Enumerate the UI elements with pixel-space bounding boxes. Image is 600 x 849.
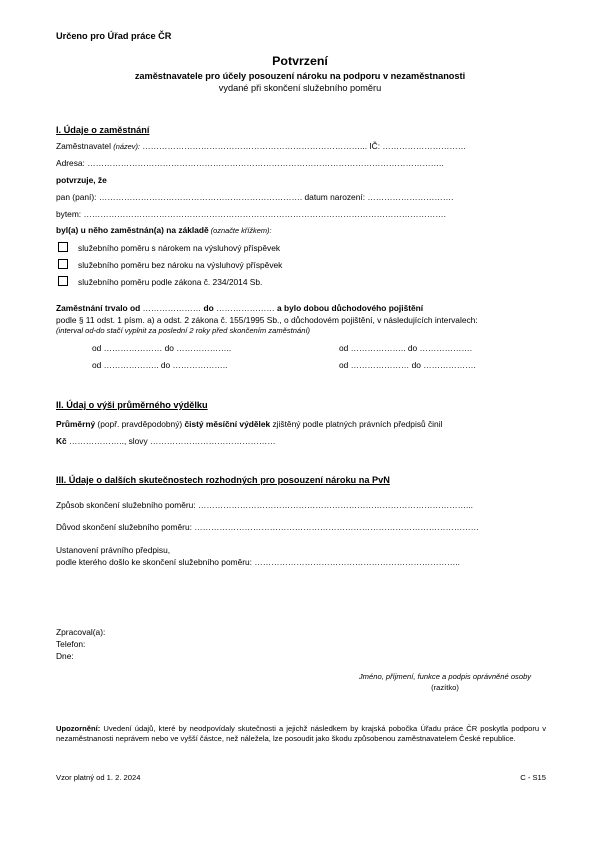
office-note: Určeno pro Úřad práce ČR xyxy=(56,31,172,41)
interval-field[interactable]: od ………………… do ………………. xyxy=(339,360,476,370)
birth-dots: …………………………. xyxy=(365,192,454,202)
option-row[interactable] xyxy=(58,259,282,271)
address-dots: ……………………………………………………………………………………………………………….. xyxy=(84,158,444,168)
termination-way-label: Způsob skončení služebního poměru: xyxy=(56,500,198,510)
amount-field[interactable] xyxy=(56,436,276,447)
ico-label: IČ: xyxy=(369,141,381,151)
form-title: Potvrzení xyxy=(272,54,328,68)
signature-stamp: (razítko) xyxy=(431,683,459,692)
option-row[interactable] xyxy=(58,276,262,288)
duration-label-to: do xyxy=(203,303,214,313)
termination-reason-dots: ………………………………………………………………………………………… xyxy=(194,522,480,532)
provision-line-1: Ustanovení právního předpisu, xyxy=(56,545,171,555)
address-field[interactable] xyxy=(56,158,444,169)
termination-reason-field[interactable] xyxy=(56,522,479,533)
address-label: Adresa: xyxy=(56,158,85,168)
avg-income-text xyxy=(56,419,442,430)
section-2-heading: II. Údaj o výši průměrného výdělku xyxy=(56,400,208,410)
basis-label-row xyxy=(56,225,272,236)
checkbox[interactable] xyxy=(58,242,68,252)
termination-way-dots: ……………………………………………………………………………………... xyxy=(198,500,473,510)
duration-label-insurance: a bylo dobou důchodového pojištění xyxy=(277,303,424,313)
employer-dots: ……………………………………………………………………... xyxy=(139,141,370,151)
termination-way-field[interactable] xyxy=(56,500,473,511)
confirms-label: potvrzuje, že xyxy=(56,175,107,185)
employer-label: Zaměstnavatel xyxy=(56,141,111,151)
ico-dots: ………………………… xyxy=(380,141,467,151)
warning-label: Upozornění: xyxy=(56,724,101,733)
processed-by-label: Zpracoval(a): xyxy=(56,627,106,637)
section-1-heading: I. Údaje o zaměstnání xyxy=(56,125,150,135)
phone-label: Telefon: xyxy=(56,639,86,649)
employer-hint: (název): xyxy=(113,142,140,151)
option-label: služebního poměru s nárokem na výsluhový příspěvek xyxy=(78,243,281,253)
employer-field[interactable] xyxy=(56,141,466,152)
interval-field[interactable]: od ………………… do ……………….. xyxy=(92,343,232,353)
residence-dots: …………………………………………………………………………………………………………………. xyxy=(81,209,446,219)
person-dots: ………………………………………………………………. xyxy=(96,192,305,202)
form-subtitle: zaměstnavatele pro účely posouzení nároku na podporu v nezaměstnanosti xyxy=(134,71,466,81)
residence-field[interactable] xyxy=(56,209,446,220)
option-label: služebního poměru bez nároku na výsluhový příspěvek xyxy=(78,260,283,270)
basis-label: byl(a) u něho zaměstnán(a) na základě xyxy=(56,225,209,235)
interval-field[interactable]: od ……………….. do ………………. xyxy=(339,343,473,353)
interval-field[interactable]: od ……………….. do ……………….. xyxy=(92,360,228,370)
form-code: C - S15 xyxy=(520,773,546,782)
form-subtitle-2: vydané při skončení služebního poměru xyxy=(218,83,382,93)
provision-dots: ……………………………………………………………….. xyxy=(254,557,460,567)
residence-label: bytem: xyxy=(56,209,82,219)
birth-label: datum narození: xyxy=(304,192,366,202)
warning-note xyxy=(56,724,546,744)
provision-label: podle kterého došlo ke skončení služebního poměru: xyxy=(56,557,255,567)
section-3-heading: III. Údaje o dalších skutečnostech rozhodných pro posouzení nároku na PvN xyxy=(56,475,390,485)
valid-from: Vzor platný od 1. 2. 2024 xyxy=(56,773,141,782)
amount-dots: ……………….., slovy ……………………………………… xyxy=(66,436,276,446)
avg-hint: (popř. pravděpodobný) xyxy=(95,419,185,429)
duration-label-from: Zaměstnání trvalo od xyxy=(56,303,141,313)
option-row[interactable] xyxy=(58,242,280,254)
termination-reason-label: Důvod skončení služebního poměru: xyxy=(56,522,195,532)
duration-note: (interval od-do stačí vyplnit za poslední 2 roky před skončením zaměstnání) xyxy=(56,326,311,335)
warning-text: Uvedení údajů, které by neodpovídaly skutečnosti a jejichž následkem by krajská pobočka Úřadu práce ČR poskytla podporu v nezaměstnanosti neprávem nebo ve vyšší částce, než náležela, lze posoudit jako škodu způsobenou zaměstnavatelem České republice. xyxy=(56,724,546,743)
duration-dots-to: ………………… xyxy=(213,303,278,313)
currency-label: Kč xyxy=(56,436,67,446)
duration-dots-from: ………………… xyxy=(140,303,204,313)
option-label: služebního poměru podle zákona č. 234/2014 Sb. xyxy=(78,277,263,287)
provision-field[interactable] xyxy=(56,557,460,568)
avg-rest: zjištěný podle platných právních předpisů činil xyxy=(270,419,443,429)
avg-label: Průměrný xyxy=(56,419,96,429)
basis-hint: (označte křížkem): xyxy=(208,226,272,235)
checkbox[interactable] xyxy=(58,276,68,286)
checkbox[interactable] xyxy=(58,259,68,269)
signature-caption: Jméno, příjmení, funkce a podpis oprávněné osoby xyxy=(358,672,532,681)
person-field[interactable] xyxy=(56,192,453,203)
duration-law-text: podle § 11 odst. 1 písm. a) a odst. 2 zákona č. 155/1995 Sb., o důchodovém pojištění, v následujících intervalech: xyxy=(56,315,478,325)
date-label: Dne: xyxy=(56,651,74,661)
avg-net-label: čistý měsíční výdělek xyxy=(184,419,271,429)
person-label: pan (paní): xyxy=(56,192,97,202)
duration-row[interactable] xyxy=(56,303,423,314)
